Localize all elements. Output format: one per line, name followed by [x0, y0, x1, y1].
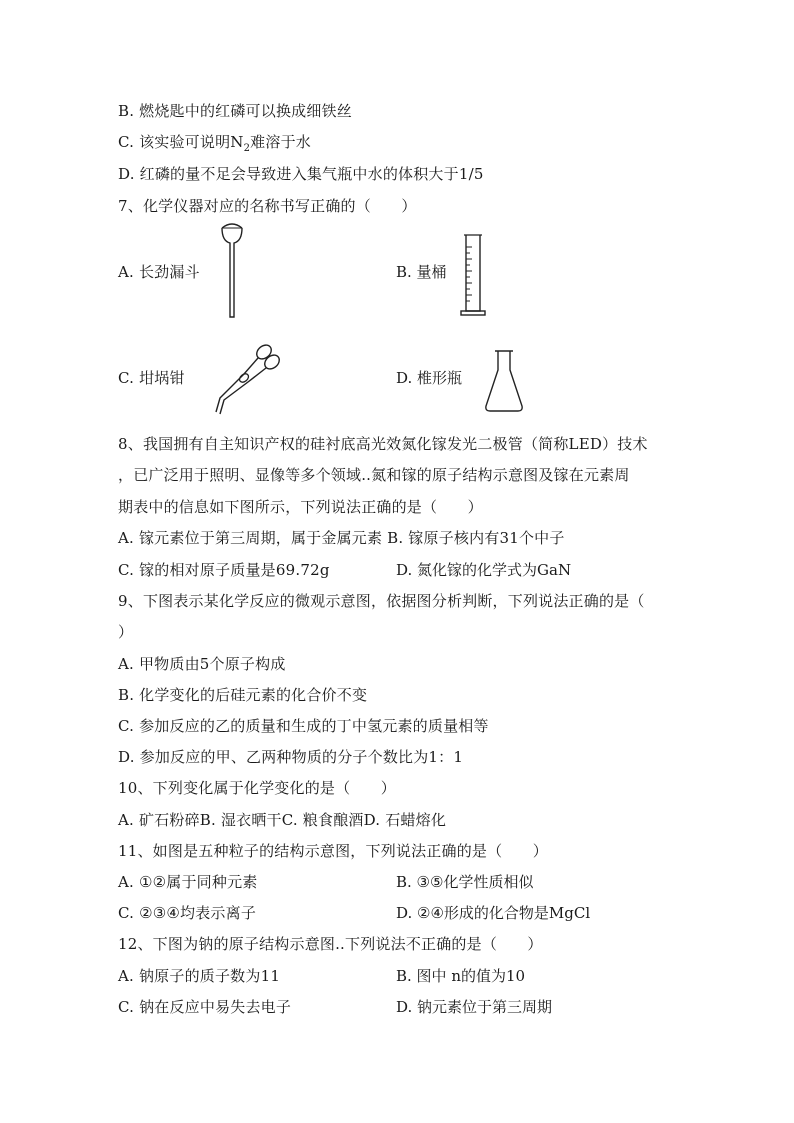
q7-option-a: A. 长劲漏斗 [118, 263, 200, 281]
q8-option-c: C. 镓的相对原子质量是69.72g [118, 561, 330, 579]
long-neck-funnel-icon [218, 221, 246, 319]
question-12: 12、下图为钠的原子结构示意图..下列说法不正确的是（ ） [118, 935, 543, 953]
q11-option-b: B. ③⑤化学性质相似 [396, 873, 534, 891]
q12-option-a: A. 钠原子的质子数为11 [118, 967, 281, 985]
q12-option-c: C. 钠在反应中易失去电子 [118, 998, 292, 1016]
q9-option-c: C. 参加反应的乙的质量和生成的丁中氢元素的质量相等 [118, 717, 489, 735]
q7-option-d: D. 椎形瓶 [396, 369, 463, 387]
q10-options: A. 矿石粉碎B. 湿衣晒干C. 粮食酿酒D. 石蜡熔化 [118, 811, 447, 829]
q11-option-d: D. ②④形成的化合物是MgCl [396, 904, 591, 922]
q9-option-b: B. 化学变化的后硅元素的化合价不变 [118, 686, 368, 704]
q12-option-b: B. 图中 n的值为10 [396, 967, 526, 985]
q9-option-d: D. 参加反应的甲、乙两种物质的分子个数比为1：1 [118, 748, 464, 766]
q11-option-a: A. ①②属于同种元素 [118, 873, 258, 891]
option-c-prev: C. 该实验可说明$N_2$难溶于水 [118, 133, 311, 154]
question-9-line-1: 9、下图表示某化学反应的微观示意图，依据图分析判断，下列说法正确的是（ [118, 592, 645, 610]
graduated-cylinder-icon [458, 233, 488, 319]
q8-option-ab: A. 镓元素位于第三周期，属于金属元素 B. 镓原子核内有31个中子 [118, 529, 565, 547]
q12-option-d: D. 钠元素位于第三周期 [396, 998, 553, 1016]
q11-option-c: C. ②③④均表示离子 [118, 904, 257, 922]
option-b-prev: B. 燃烧匙中的红磷可以换成细铁丝 [118, 102, 352, 120]
question-9-line-2: ） [118, 623, 134, 641]
question-8-line-3: 期表中的信息如下图所示，下列说法正确的是（ ） [118, 498, 483, 516]
question-11: 11、如图是五种粒子的结构示意图，下列说法正确的是（ ） [118, 842, 548, 860]
q9-option-a: A. 甲物质由5个原子构成 [118, 655, 286, 673]
crucible-tongs-icon [206, 340, 282, 416]
q7-option-c: C. 坩埚钳 [118, 369, 185, 387]
question-7: 7、化学仪器对应的名称书写正确的（ ） [118, 197, 417, 215]
q8-option-d: D. 氮化镓的化学式为GaN [396, 561, 572, 579]
q7-option-b: B. 量桶 [396, 263, 447, 281]
conical-flask-icon [483, 348, 525, 414]
question-10: 10、下列变化属于化学变化的是（ ） [118, 779, 396, 797]
question-8-line-1: 8、我国拥有自主知识产权的硅衬底高光效氮化镓发光二极管（简称LED）技术 [118, 435, 648, 453]
question-8-line-2: ，已广泛用于照明、显像等多个领域..氮和镓的原子结构示意图及镓在元素周 [118, 466, 630, 484]
option-d-prev: D. 红磷的量不足会导致进入集气瓶中水的体积大于1/5 [118, 165, 484, 183]
